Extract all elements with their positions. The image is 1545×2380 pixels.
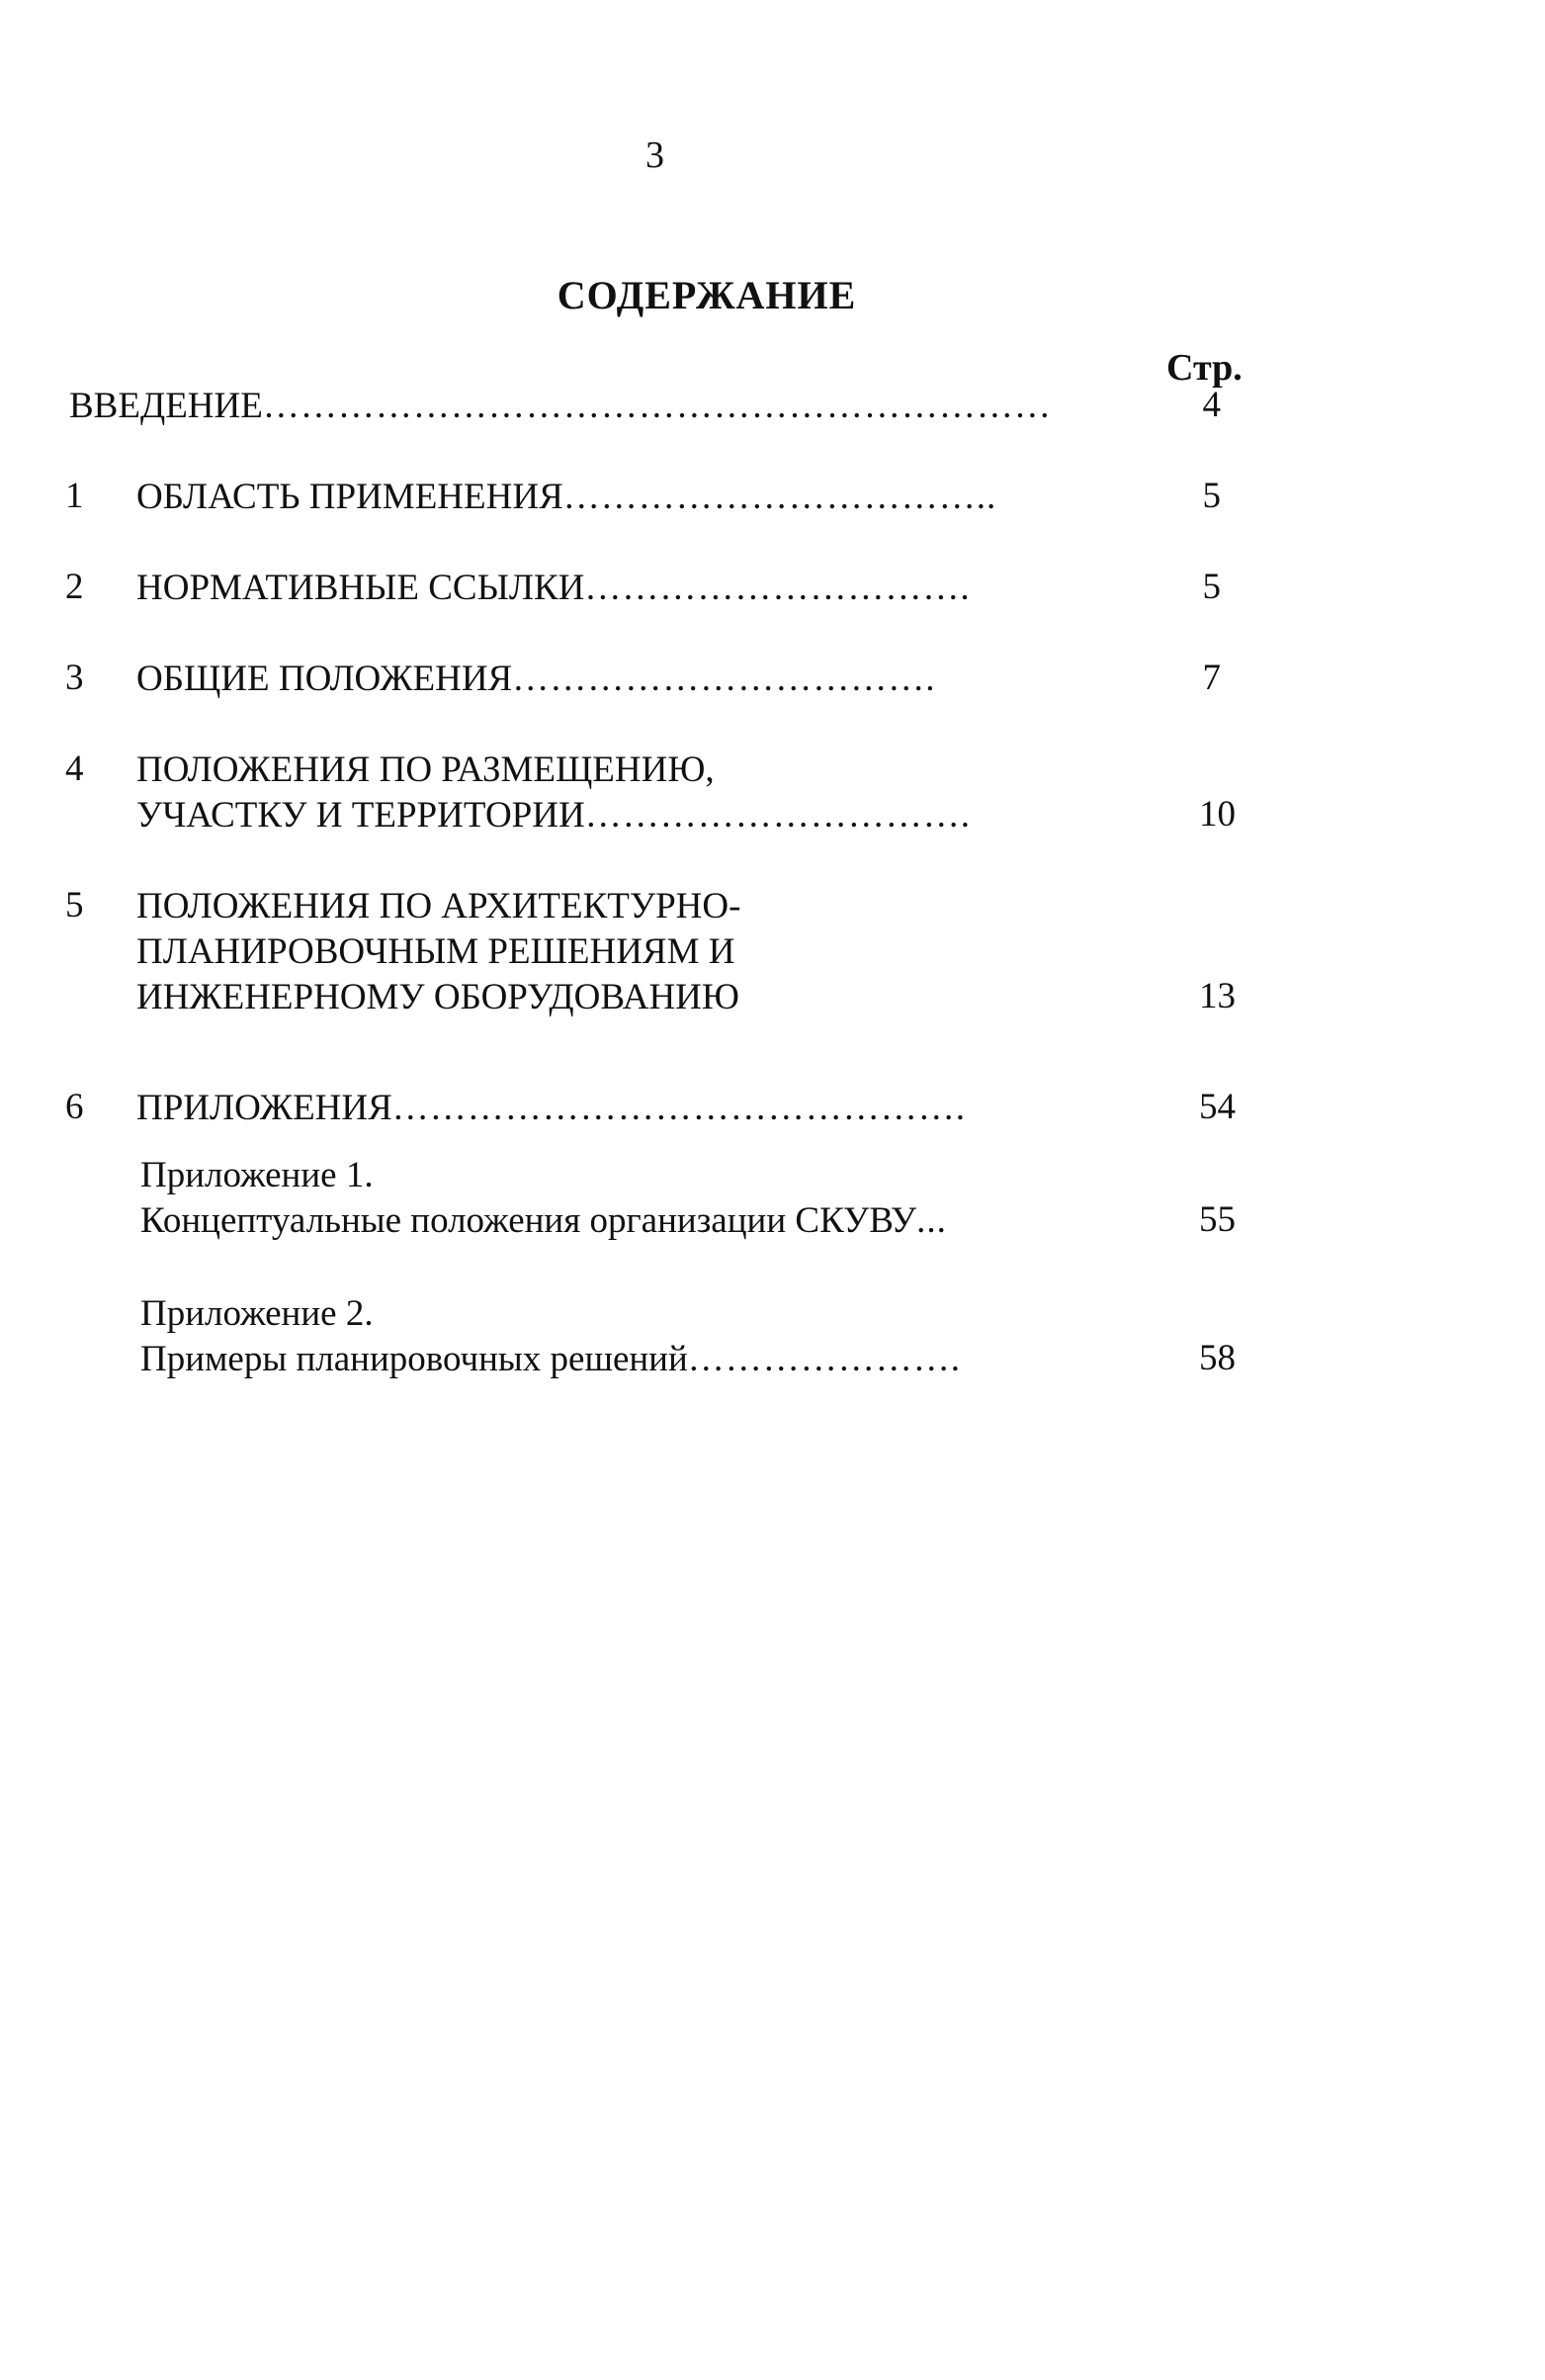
toc-section-number: 3 [65, 658, 84, 698]
toc-entry-text: ВВЕДЕНИЕ [69, 386, 263, 426]
toc-section-number: 2 [65, 567, 84, 607]
toc-entry-text: Примеры планировочных решений [140, 1339, 688, 1379]
leader-dots: …………………………. [584, 795, 971, 836]
toc-entry-appendix-1[interactable] [140, 1153, 947, 1244]
toc-page-number: 4 [1202, 385, 1221, 425]
toc-page-number: 58 [1199, 1338, 1236, 1378]
leader-dots: ……………………………………………………… [262, 386, 1052, 426]
toc-page-number: 5 [1202, 567, 1221, 607]
toc-entry-text: Приложение 2. [140, 1293, 374, 1334]
toc-entry-text: Приложение 1. [140, 1155, 374, 1195]
toc-page-number: 13 [1199, 976, 1236, 1016]
toc-page-number: 55 [1199, 1199, 1236, 1240]
toc-entry-text: ПЛАНИРОВОЧНЫМ РЕШЕНИЯМ И [136, 931, 735, 972]
leader-dots: ... [916, 1200, 947, 1241]
toc-entry-appendix-2[interactable] [140, 1291, 961, 1382]
leader-dots: ………………………………………. [391, 1088, 967, 1128]
leader-dots: …………………………….. [562, 477, 997, 517]
toc-page-number: 5 [1202, 476, 1221, 516]
leader-dots: …………………. [687, 1339, 962, 1379]
toc-section-number: 4 [65, 749, 84, 789]
page-column-label: Стр. [1166, 347, 1243, 389]
leader-dots: ……………………………. [512, 659, 936, 699]
page-number: 3 [645, 134, 664, 176]
toc-page-number: 54 [1199, 1087, 1236, 1127]
toc-entry-text: ПОЛОЖЕНИЯ ПО АРХИТЕКТУРНО- [136, 886, 741, 926]
toc-entry-text: ПОЛОЖЕНИЯ ПО РАЗМЕЩЕНИЮ, [136, 749, 715, 790]
leader-dots: …………………………. [584, 568, 971, 608]
page-title: СОДЕРЖАНИЕ [557, 273, 857, 317]
toc-section-number: 5 [65, 885, 84, 926]
toc-entry-introduction[interactable] [69, 384, 1052, 429]
toc-entry-text: ОБЩИЕ ПОЛОЖЕНИЯ [136, 659, 513, 699]
toc-entry-placement[interactable] [136, 748, 971, 838]
toc-entry-appendices[interactable] [136, 1086, 966, 1131]
toc-entry-scope[interactable] [136, 475, 996, 520]
toc-section-number: 1 [65, 476, 84, 516]
toc-entry-text: ПРИЛОЖЕНИЯ [136, 1088, 392, 1128]
toc-entry-architectural-solutions[interactable] [136, 884, 740, 1020]
toc-page-number: 10 [1199, 794, 1236, 835]
toc-page-number: 7 [1202, 658, 1221, 698]
toc-entry-text: ИНЖЕНЕРНОМУ ОБОРУДОВАНИЮ [136, 977, 739, 1017]
toc-section-number: 6 [65, 1087, 84, 1127]
toc-entry-general-provisions[interactable] [136, 657, 935, 702]
toc-entry-normative-references[interactable] [136, 566, 971, 611]
toc-entry-text: УЧАСТКУ И ТЕРРИТОРИИ [136, 795, 585, 836]
toc-entry-text: ОБЛАСТЬ ПРИМЕНЕНИЯ [136, 477, 563, 517]
toc-entry-text: НОРМАТИВНЫЕ ССЫЛКИ [136, 568, 585, 608]
toc-entry-text: Концептуальные положения организации СКУВУ [140, 1200, 917, 1241]
